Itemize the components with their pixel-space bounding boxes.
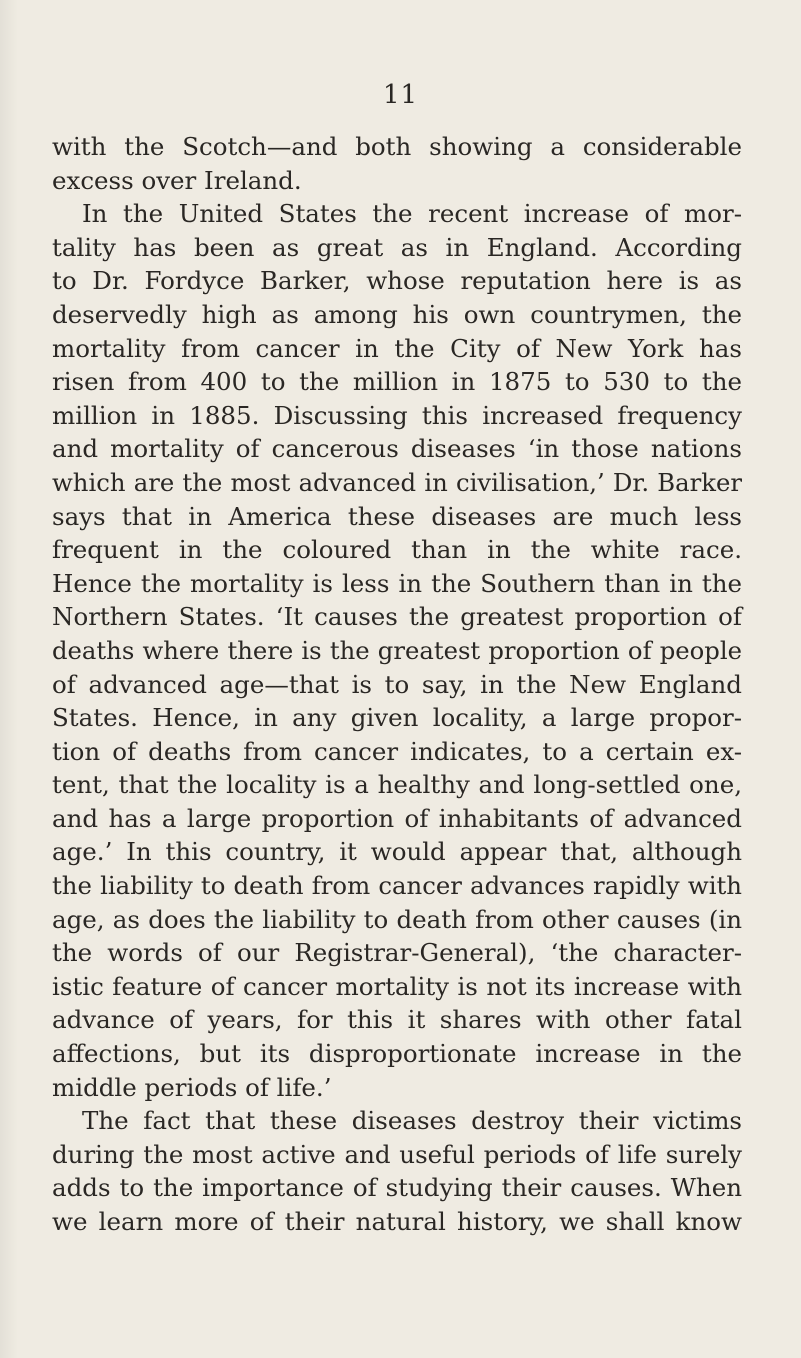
text-line: States. Hence, in any given locality, a large propor-	[52, 703, 742, 733]
text-line: to Dr. Fordyce Barker, whose reputation here is as	[52, 266, 742, 296]
text-line: tality has been as great as in England. According	[52, 232, 742, 262]
text-line: of advanced age—that is to say, in the New England	[52, 669, 742, 699]
text-line: Hence the mortality is less in the Southern than in the	[52, 568, 742, 598]
body-text	[52, 130, 742, 1239]
text-line: The fact that these diseases destroy their victims	[82, 1106, 742, 1136]
text-line: adds to the importance of studying their causes. When	[52, 1173, 742, 1203]
text-line: tion of deaths from cancer indicates, to a certain ex-	[52, 736, 742, 766]
text-line: frequent in the coloured than in the white race.	[52, 535, 742, 565]
text-line: deaths where there is the greatest proportion of people	[52, 635, 742, 665]
text-line: says that in America these diseases are much less	[52, 501, 742, 531]
text-line: the liability to death from cancer advances rapidly with	[52, 871, 742, 901]
text-line: excess over Ireland.	[52, 165, 302, 195]
text-line: deservedly high as among his own countrymen, the	[52, 299, 742, 329]
text-line: the words of our Registrar-General), ‘the character-	[52, 938, 742, 968]
text-line: In the United States the recent increase of mor-	[82, 199, 742, 229]
text-line: istic feature of cancer mortality is not its increase with	[52, 971, 742, 1001]
page-edge-shadow	[0, 0, 18, 1358]
text-line: and mortality of cancerous diseases ‘in those nations	[52, 434, 742, 464]
text-line: mortality from cancer in the City of New York has	[52, 333, 742, 363]
text-line: tent, that the locality is a healthy and long-settled one,	[52, 770, 742, 800]
text-line: middle periods of life.’	[52, 1072, 332, 1102]
text-line: age.’ In this country, it would appear that, although	[52, 837, 742, 867]
text-line: affections, but its disproportionate increase in the	[52, 1039, 742, 1069]
text-line: and has a large proportion of inhabitants of advanced	[52, 803, 742, 833]
text-line: age, as does the liability to death from other causes (in	[52, 904, 742, 934]
text-line: we learn more of their natural history, we shall know	[52, 1207, 742, 1236]
text-line: advance of years, for this it shares with other fatal	[52, 1005, 742, 1035]
text-line: risen from 400 to the million in 1875 to 530 to the	[52, 367, 742, 397]
text-line: with the Scotch—and both showing a considerable	[52, 132, 742, 161]
text-line: which are the most advanced in civilisation,’ Dr. Barker	[52, 467, 742, 497]
page-number: 11	[382, 80, 419, 110]
text-line: Northern States. ‘It causes the greatest proportion of	[52, 602, 742, 632]
text-line: million in 1885. Discussing this increased frequency	[52, 400, 742, 430]
text-line: during the most active and useful periods of life surely	[52, 1139, 742, 1169]
